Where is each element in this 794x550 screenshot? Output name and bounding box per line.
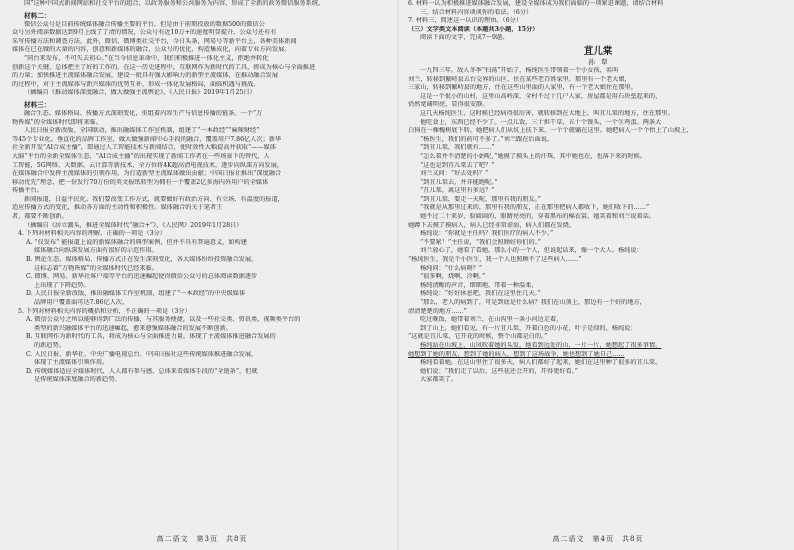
question-5-option: C. 人民日报、新华社、中央广播电视总台、中国日报社这些传统媒体推进融合发展， (26, 350, 258, 358)
story-line: 杨纯看着她，在这山里住了很多天，病人们都好了起来，她们在这里种了很多的苴儿棠。 (420, 359, 662, 367)
story-line: “苴儿棠，离这里有多远？” (420, 187, 495, 195)
story-line: 吃过晚饭，她带着刘兰，在山沟里一条小河边走着， (420, 316, 563, 324)
left-page-footer: 高二语文 第3页 共8页 (156, 535, 248, 543)
story-line: “杨纯医生，我是个小医生，我一个人也照顾不了这些病人……” (408, 256, 582, 264)
question-4-option: 媒体融合向纵深发展方面有很好的示范作用。 (34, 247, 158, 255)
story-line: 三家山，转移到繁峙县的地方，住在这些山里面的人家里，有一个老大娘住在那里。 (408, 84, 637, 92)
story-line: 仍然宽阔明亮，显得很安静。 (408, 101, 489, 109)
story-title: 苴儿棠 (583, 45, 613, 57)
question-6-line: 6. 材料一认为积极推进媒体融合发展，建设全媒体成为我们面临的一项紧迫课题，请结合材料 (408, 0, 664, 7)
material-three-heading: 材料三： (24, 100, 51, 109)
story-line: 一九四三年，敌人冬季“扫荡”开始了，杨纯医生带领着一个小女孩，名叫 (420, 66, 619, 74)
question-4-stem: 4. 下列对材料相关内容的理解，正确的一项是（3分） (18, 230, 166, 238)
material-three-line: 等45个专业化、垂直化的品牌工作室，做大做强新闻中心手段的融合，覆盖用户7.86亿人次；新华 (12, 135, 282, 143)
question-6-line: 三，结合材料内容谈谈你的看法。（6分） (420, 8, 533, 16)
material-two-line: “同台来发布，不可失去初心。”在当今信息革命中，我们积极推进一体化主义，拒绝并转化 (24, 54, 269, 62)
material-three-line: 在媒体融合中发挥主流媒体的引领作用，为打造新型主流媒体做出贡献；中国日报社推出“深度融合 (12, 170, 282, 178)
question-6-line: 7. 材料三，简述这一认识的理由。（6分） (408, 17, 522, 25)
story-line: 到了山上，她们看见，有一片苴儿棠，开着白色的小花，叶子是绿的，杨纯说： (420, 324, 637, 332)
story-line: 她不过二十来岁，脸圆圆的，眼睛亮亮的，穿着黑布的棉衣裳，她笑着和刘兰说着话。 (420, 213, 656, 221)
question-5-option: 体现了主流媒体引领作用。 (34, 359, 109, 367)
question-5-option: D. 传统媒体适应全媒体时代，人人都有参与感，总体来看媒体手段的“全链条”，但就 (26, 367, 258, 375)
section-heading: （三）文学类文本阅读（本题共3小题，15分） (408, 25, 539, 33)
story-line: “不要紧！”主任说，“我们会照顾好你们的。” (420, 238, 541, 246)
question-4-option: D. 人民日报全新改版，推出融媒体工作室机制，组建了“一本政经”的中央级媒体 (26, 290, 246, 298)
story-line: 他吃食上，东西已经不少了。一点儿饭，三十担干草，五十个馒头，一个生鸡蛋。两条大 (420, 118, 662, 126)
material-three-line: 移动优先”理念，把一份发行70万份的英文报纸转型为拥有一个覆盖2亿多海内外用户的全媒体 (12, 178, 269, 186)
story-line: “到苴儿棠，我们就有……” (420, 144, 495, 152)
question-5-option: A. 微信公众号之所以能够得到广泛的传播，与其服务便捷，以及一些社交类、资讯类、视频类平台的 (26, 316, 301, 324)
story-line: “那么，老人的病到了，可是到底是什么病？我们在山顶上，那边有一个好的地方， (420, 299, 646, 306)
page-fold (397, 0, 399, 550)
question-4-option: A. “仅发布” 能报道上说的新媒体融合的典型案例，但并不具有普遍意义，如构建 (26, 238, 247, 246)
question-5-option: 的新趋势。 (34, 341, 65, 349)
right-page (408, 0, 788, 550)
question-5-stem: 5. 下列对材料相关内容的概括和分析，不正确的一项是（3分） (18, 307, 191, 315)
material-three-line: 物皆媒”的全媒体时代即将来临。 (12, 118, 102, 126)
material-two-line: 微信公众号是目前传统媒体融合传播主要的平台，但是由于前期投放的数据500的微信公 (24, 20, 265, 28)
material-three-line: 融合生态、媒体格局、传播方式深刻变化，重组着内容生产与信息传播的链条。一个“万 (24, 109, 263, 117)
question-4-option: C. 微博、网易、新华社客户端等平台的迅速崛起使得微信公众号的总体阅读数据逐步 (26, 273, 258, 281)
material-two-source: （摘编自《推动媒体深度融合，做大做强主流舆论》，《人民日报》2019年1月25日） (24, 89, 256, 97)
material-two-line: 创新这个关键，总体把主了好的工作的。在这一历史进程中，互联网作为新时代的工具，将成为核心与全面推进 (12, 63, 316, 71)
story-line: 刘兰又问：“好去处吗？” (420, 170, 489, 178)
question-4-option: B. 舆论生态、媒体格局、传播方式正在发生深刻变化，各大媒体纷纷投资融合发展， (26, 256, 258, 264)
story-author: 孙 犁 (588, 57, 608, 66)
question-5-option: 是传统媒体深度融合的新趋势。 (34, 376, 121, 384)
material-three-line: 社全新开发“AI合成主播”，即通过人工智能技术与新闻结合，使时效性大幅提高并获取“——媒体 (12, 144, 276, 152)
story-line: 她蹲下去摸了摸病人，病人已经非常虚弱，病人们都在发烧。 (408, 221, 576, 229)
material-two-line: 的力量；加快推进主流媒体融合发展，建设一批具有强大影响力的新型主流媒体，在推动融合发展 (12, 72, 279, 80)
story-line: “怎么着并不清楚的小娟呢，”她摸了摸头上的汗珠，其中她也在，也落下来的时候。 (420, 152, 646, 160)
material-three-line: 适应传播方式的变化，推动各方面的主动性和积极性。媒体融合的关于笔者王 (12, 204, 223, 212)
story-line: 杨纯问：“什么病呀？” (420, 264, 483, 272)
material-two-line: 采写传播方法和调查方法，此外，微信、微博类社交平台，今日头条，网易号等新平台上，各种美体新闻 (12, 37, 297, 45)
section-instruction: 阅读下面的文字，完成7～9题。 (420, 34, 509, 42)
story-line: 杨纯清醒的声音，细细地，带着一种温柔， (420, 281, 538, 289)
question-5-option: 类型的新兴融媒体平台的迅速崛起，愈来愈强媒体融合的发展不断创新。 (34, 324, 232, 332)
right-page-footer: 高二语文 第4页 共8页 (552, 535, 644, 543)
material-three-line: 者，都要不断创新。 (12, 213, 68, 221)
story-line: “这就是苴儿棠，它开花的时候，整个山都是白的。” (408, 333, 548, 341)
story-line: 杨纯说：“好好休息吧，我们在这里住几天。” (420, 290, 541, 298)
story-line: 这几天杨纯医生，这时候已经病得很厉害，就转移到在大地上，叫苴儿棠的地方，住在那里。 (420, 109, 674, 117)
story-line: 杨纯说：“你就是主任吗？我们医疗的病人不少。” (420, 230, 554, 238)
story-line: 大家都笑了。 (420, 376, 458, 384)
material-two-line: 媒体在已在做的大量的内容，创意和新媒体的融合，公众号的优化、构造集成化，向着专业方向发展。 (12, 46, 291, 54)
material-two-line: 的过程中，对于主流媒体与新兴媒体的优势互补，形成一体化发展格局，面临机遇与挑战。 (12, 80, 260, 88)
material-three-line: 人民日报全新改版、全国联动，推出融媒体工作室机制，组建了“一本政经”“麻辣财经” (24, 127, 260, 135)
story-line: 这是一个很小的山村，这里山高岭深，全村不过十几户人家，房屋都是用石块垒起来的， (420, 92, 662, 100)
story-line: “到苴儿棠去，并非能跑呢。” (420, 178, 498, 186)
story-line: 刘兰，转移到繁峙县五台交界的山区，住在某些老百姓家里，那里有一个老大娘， (408, 75, 631, 83)
material-three-source: （摘编自《居立潮头，推进全媒体时代“融合+”》，《人民网》2019年1月28日） (24, 221, 243, 229)
question-4-option: 上出现了下降趋势。 (34, 281, 90, 289)
material-three-line: 工智能，5G网络、大数据、云计算等新技术，全方位将4K超高清电视技术，逐步向纵深方向发展， (12, 161, 284, 169)
story-line-underlined: 杨纯站在山坡上，山风吹着她的头发，她看到远处的山，一片一片，她想起了很多事情。 (420, 341, 662, 349)
story-line: “杨医生，我们的药可不多了。”刘兰跟在后面说。 (420, 135, 554, 143)
story-line: “到苴儿棠，要走一天呢，那里有我的朋友。” (420, 195, 541, 203)
story-line-underlined: 她想到了她的朋友，想到了她的病人，想到了这场战争，她也想到了她自己…… (408, 350, 625, 358)
story-line: 白狗在一棵槐树底下转，她把病人们从炕上扶下来，一个个就躺在这里。她把病人一个个抬上了山坡上， (408, 127, 693, 135)
material-three-line: 传播平台。 (12, 187, 43, 195)
material-two-heading: 材料二： (24, 11, 51, 20)
material-two-line: 众号另外阅读数据达到9月上线了了清的情况，公众号有近10万+的速度明显提升，公众号还有有 (12, 29, 277, 37)
question-4-option: 这标志着“万物皆媒”的全媒体时代已经来临。 (34, 264, 158, 272)
left-page (12, 0, 392, 550)
story-line: “我就是从那里过来的，那里有我的朋友，正在那里把病人都收下，她们收下的……” (420, 204, 650, 212)
story-line: “这也是到苴儿棠去了吧？” (420, 161, 495, 169)
question-4-option: 品牌用户覆盖面可达7.86亿人次。 (34, 299, 129, 306)
story-line: “很多啊，烧啊，冷啊，” (420, 273, 486, 281)
story-line: 清清楚楚的地方……” (408, 307, 467, 315)
question-5-option: B. 互联网作为新时代的工具，将成为核心与全面推进力量，体现了主流媒体推进融合发展的 (26, 333, 276, 341)
intro-line: 国”这种中国式新闻网站和社交平台的组合，以政务服务和公共服务为内容，形成了全新的政务微信服务系统。 (24, 0, 325, 7)
story-line: 刘兰放心了，她看了看她，那么小的一个人，但说起话来，像一个大人。杨纯说： (420, 247, 643, 255)
story-line: 她们说：“我们走了以后，这些花还会开的，开得更好看。” (420, 367, 578, 375)
material-three-line: 新闻报道，日益平民化。我们要改变工作方式，就要做好有政治方向、有立场、有温度的报道， (24, 195, 284, 203)
material-three-line: 大脑”平台的全新全媒体生态，“AI合成主播”的出现实现了新闻工作者在一些场景下的替代，人 (12, 152, 270, 160)
